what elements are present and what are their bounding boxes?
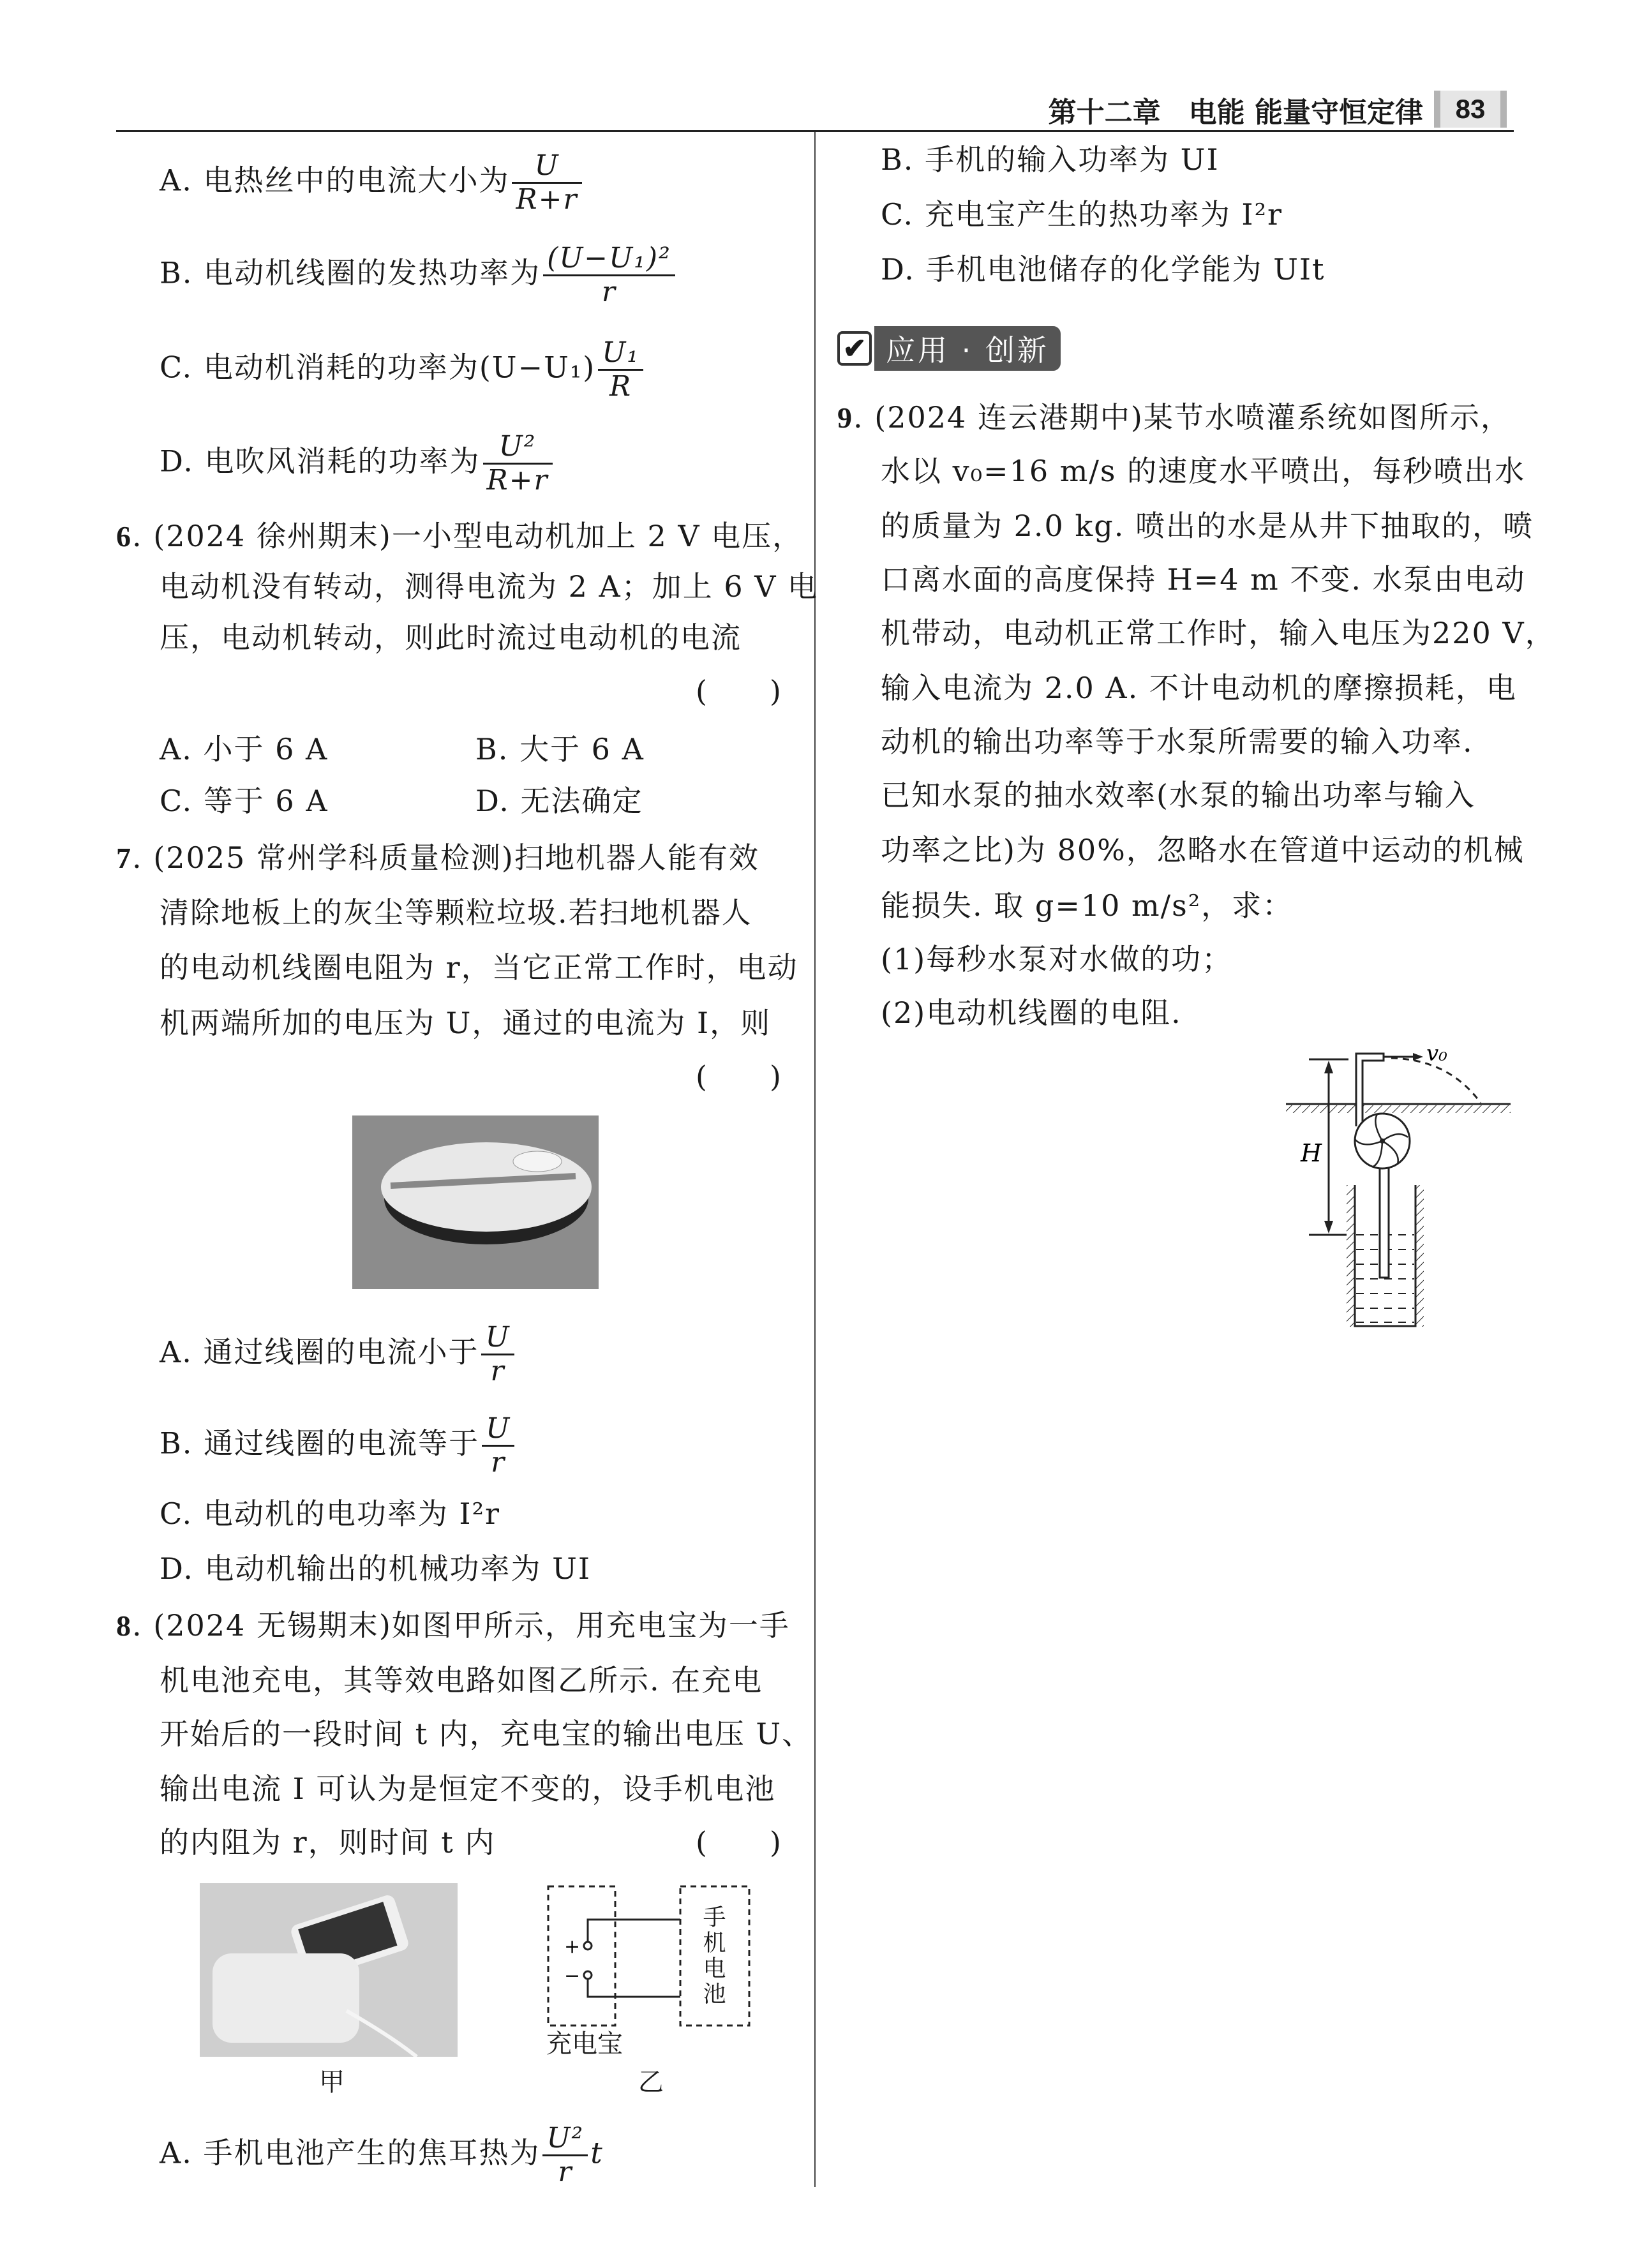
- q6-option-b: B. 大于 6 A: [475, 732, 645, 766]
- q8-line-1: 8. (2024 无锡期末)如图甲所示，用充电宝为一手: [116, 1608, 790, 1643]
- q7-option-c: C. 电动机的电功率为 I²r: [160, 1496, 501, 1531]
- q6-answer-paren: ( ): [696, 674, 782, 708]
- q7-line-4: 机两端所加的电压为 U，通过的电流为 I，则: [160, 1006, 772, 1040]
- intake-pipe: [1380, 1168, 1389, 1278]
- q9-line-5: 机带动，电动机正常工作时，输入电压为220 V，: [881, 616, 1556, 650]
- q9-line-8: 已知水泵的抽水效率(水泵的输出功率与输入: [881, 778, 1475, 812]
- q9-line-2: 水以 v₀=16 m/s 的速度水平喷出，每秒喷出水: [881, 454, 1526, 488]
- robot-vacuum-photo: [352, 1115, 599, 1289]
- q9-subquestion-1: (1)每秒水泵对水做的功；: [881, 942, 1233, 976]
- q7-answer-paren: ( ): [696, 1059, 782, 1094]
- q5-option-d: D. 电吹风消耗的功率为 $\frac{\text{U²}}{R+r}$: [160, 431, 555, 496]
- q5-option-c: C. 电动机消耗的功率为(U−U₁) $\frac{\text{U₁}}{R}$: [160, 337, 646, 403]
- q6-line-3: 压，电动机转动，则此时流过电动机的电流: [160, 620, 742, 655]
- robot-vacuum-illustration: [352, 1115, 599, 1289]
- q6-option-d: D. 无法确定: [475, 784, 643, 818]
- q7-line-3: 的电动机线圈电阻为 r，当它正常工作时，电动: [160, 950, 798, 985]
- phone-charging-illustration: [200, 1883, 458, 2057]
- power-bank-photo: [200, 1883, 458, 2057]
- q9-subquestion-2: (2)电动机线圈的电阻.: [881, 996, 1182, 1030]
- q8-line-5: 的内阻为 r，则时间 t 内: [160, 1825, 496, 1860]
- q8-option-b: B. 手机的输入功率为 UI: [881, 142, 1220, 177]
- q8-option-a: A. 手机电池产生的焦耳热为 $\frac{\text{U²}}{r}$ t: [160, 2122, 604, 2188]
- figure-label-yi: 乙: [638, 2068, 664, 2097]
- q6-option-a: A. 小于 6 A: [160, 732, 329, 766]
- phone-battery-label: 手机电池: [699, 1905, 726, 2007]
- negative-terminal: [584, 1971, 592, 1979]
- h-label: H: [1301, 1139, 1322, 1167]
- q5-option-a: A. 电热丝中的电流大小为 $\frac{U}{R+r}$: [160, 150, 585, 216]
- q9-line-9: 功率之比)为 80%，忽略水在管道中运动的机械: [881, 833, 1525, 867]
- q9-line-7: 动机的输出功率等于水泵所需要的输入功率.: [881, 724, 1474, 759]
- plus-sign: +: [564, 1936, 581, 1958]
- q6-line-1: 6. (2024 徐州期末)一小型电动机加上 2 V 电压，: [116, 519, 803, 553]
- section-label: 应用 · 创新: [874, 326, 1061, 371]
- v0-label: v₀: [1426, 1041, 1447, 1066]
- figure-label-jia: 甲: [319, 2068, 345, 2097]
- q7-line-2: 清除地板上的灰尘等颗粒垃圾.若扫地机器人: [160, 895, 752, 930]
- q8-line-3: 开始后的一段时间 t 内，充电宝的输出电压 U、: [160, 1717, 813, 1751]
- ground-hatch: [1286, 1105, 1511, 1113]
- q8-line-4: 输出电流 I 可认为是恒定不变的，设手机电池: [160, 1772, 776, 1806]
- q7-option-b: B. 通过线圈的电流等于 $\frac{U}{r}$: [160, 1413, 517, 1479]
- q9-line-1: 9. (2024 连云港期中)某节水喷灌系统如图所示，: [837, 400, 1511, 435]
- q7-option-a: A. 通过线圈的电流小于 $\frac{U}{r}$: [160, 1322, 517, 1387]
- power-bank-box: [548, 1886, 615, 2026]
- water-pump-diagram: [1264, 1034, 1583, 1340]
- q8-option-d: D. 手机电池储存的化学能为 UIt: [881, 252, 1326, 287]
- wire-negative: [588, 1979, 680, 1997]
- minus-sign: −: [564, 1965, 581, 1987]
- column-divider: [814, 132, 816, 2187]
- section-header: [837, 329, 1061, 368]
- q9-line-4: 口离水面的高度保持 H=4 m 不变. 水泵由电动: [881, 562, 1526, 597]
- power-bank-label: 充电宝: [546, 2029, 623, 2059]
- wire-positive: [588, 1920, 680, 1942]
- q8-line-2: 机电池充电，其等效电路如图乙所示. 在充电: [160, 1663, 763, 1697]
- q9-line-10: 能损失. 取 g=10 m/s²，求：: [881, 888, 1294, 923]
- q7-option-d: D. 电动机输出的机械功率为 UI: [160, 1551, 592, 1586]
- q7-line-1: 7. (2025 常州学科质量检测)扫地机器人能有效: [116, 840, 759, 875]
- q8-option-c: C. 充电宝产生的热功率为 I²r: [881, 197, 1283, 232]
- q9-line-6: 输入电流为 2.0 A. 不计电动机的摩擦损耗，电: [881, 671, 1517, 705]
- q6-option-c: C. 等于 6 A: [160, 784, 329, 818]
- q8-answer-paren: ( ): [696, 1825, 782, 1860]
- page-number: 83: [1434, 91, 1507, 128]
- positive-terminal: [584, 1942, 592, 1950]
- q9-line-3: 的质量为 2.0 kg. 喷出的水是从井下抽取的，喷: [881, 509, 1534, 543]
- chapter-title: 第十二章 电能 能量守恒定律: [1048, 96, 1423, 129]
- check-icon: ✔: [837, 331, 872, 366]
- q5-option-b: B. 电动机线圈的发热功率为 $\frac{\text{(U−U₁)²}}{r}$: [160, 242, 678, 308]
- q6-line-2: 电动机没有转动，测得电流为 2 A；加上 6 V 电: [160, 569, 819, 604]
